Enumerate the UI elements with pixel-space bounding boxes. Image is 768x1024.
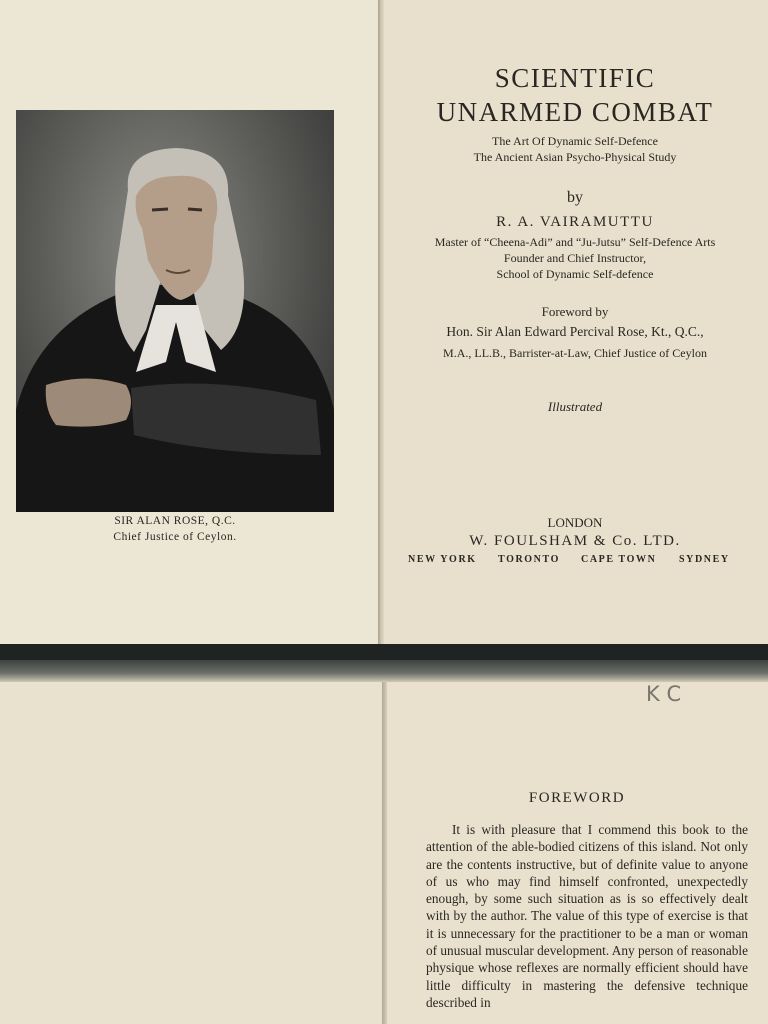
pencil-annotation: K C <box>646 682 682 706</box>
book-gutter-lower <box>382 682 387 1024</box>
portrait-caption-title: Chief Justice of Ceylon. <box>113 531 237 543</box>
subtitle-line1: The Art Of Dynamic Self-Defence <box>492 134 658 148</box>
foreword-by-label: Foreword by <box>541 304 609 319</box>
by-label: by <box>567 189 583 206</box>
book-title-line2: UNARMED COMBAT <box>436 97 714 127</box>
author-name: R. A. VAIRAMUTTU <box>496 214 654 230</box>
author-desc1: Master of “Cheena-Adi” and “Ju-Jutsu” Self-Defence Arts <box>434 235 716 249</box>
book-title-line1: SCIENTIFIC <box>494 63 656 93</box>
city-cape-town: CAPE TOWN <box>581 554 657 565</box>
portrait-caption-name: SIR ALAN ROSE, Q.C. <box>114 515 236 527</box>
publisher-name: W. FOULSHAM & Co. LTD. <box>469 533 681 549</box>
blank-page <box>0 682 383 1024</box>
city-new-york: NEW YORK <box>408 554 477 565</box>
foreword-heading: FOREWORD <box>528 790 626 806</box>
portrait-photo <box>16 110 334 512</box>
foreword-author: Hon. Sir Alan Edward Percival Rose, Kt., Q.C., <box>446 324 704 339</box>
portrait-drawing <box>16 110 334 512</box>
author-desc2: Founder and Chief Instructor, <box>503 251 647 265</box>
page-edge-shadow <box>0 660 768 682</box>
city-toronto: TORONTO <box>498 554 560 565</box>
foreword-author-credentials: M.A., LL.B., Barrister-at-Law, Chief Justice of Ceylon <box>443 346 707 360</box>
foreword-body: It is with pleasure that I commend this book to the attention of the able-bodied citizens of this island. Not only are the contents instructive, but of definite value to anyone of us who may find himself confronted, unexpectedly enough, by some such situation as is so effectively dealt with by the author. The value of this type of exercise is that it is unnecessary for the practitioner to be a man or woman of unusual muscular development. Any person of reasonable physique whose reflexes are normally efficient should have little difficulty in mastering the defensive technique described in <box>426 822 748 1010</box>
publisher-city: LONDON <box>547 515 603 530</box>
city-sydney: SYDNEY <box>679 554 730 565</box>
subtitle-line2: The Ancient Asian Psycho-Physical Study <box>473 150 677 164</box>
author-desc3: School of Dynamic Self-defence <box>496 267 654 281</box>
illustrated-label: Illustrated <box>547 399 603 414</box>
